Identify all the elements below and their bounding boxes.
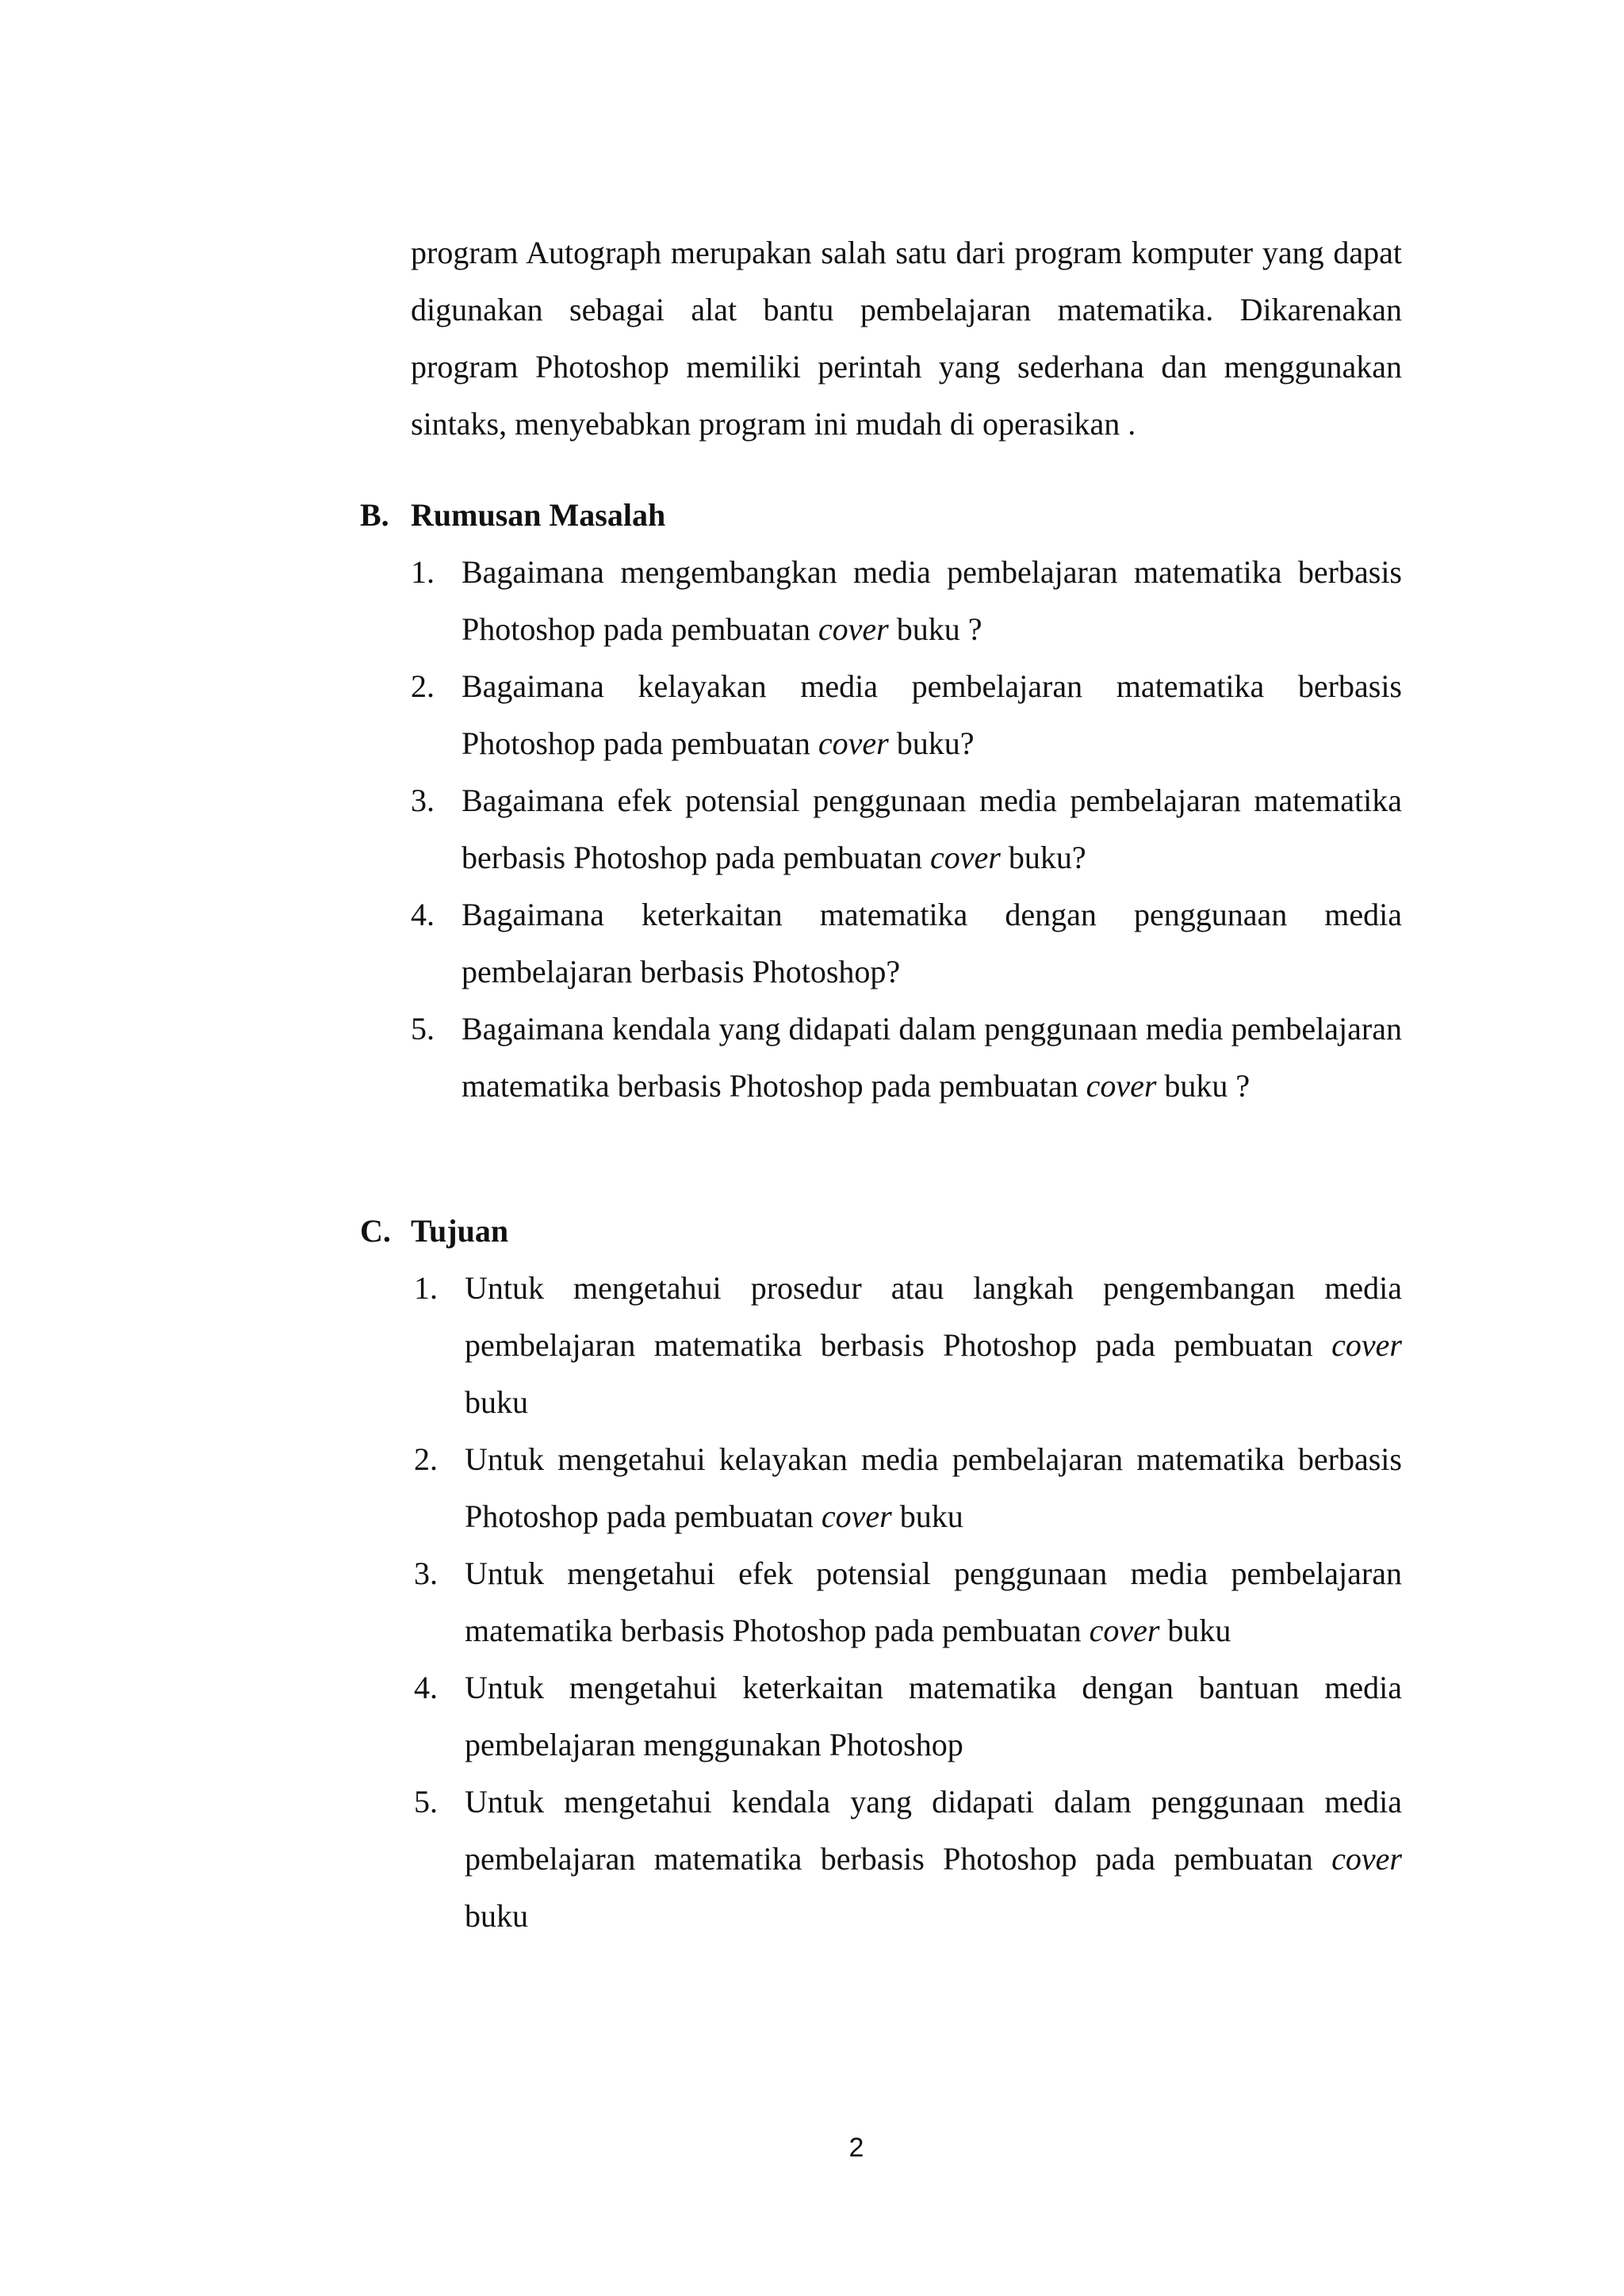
item-text-end: buku xyxy=(465,1384,528,1420)
list-item xyxy=(360,772,1402,886)
section-letter: B. xyxy=(360,497,389,533)
item-text: Untuk mengetahui keterkaitan matematika dengan bantuan media pembelajaran menggunakan Photoshop xyxy=(465,1670,1402,1762)
item-italic: cover xyxy=(821,1498,892,1534)
list-item xyxy=(360,1260,1402,1431)
intro-paragraph: program Autograph merupakan salah satu dari program komputer yang dapat digunakan sebagai alat bantu pembelajaran matematika. Dikarenakan program Photoshop memiliki perintah yang sederhana dan menggunakan sintaks, menyebabkan program ini mudah di operasikan . xyxy=(411,235,1402,442)
item-number: 5. xyxy=(414,1784,438,1820)
item-text: Untuk mengetahui prosedur atau langkah pengembangan media pembelajaran matematika berbasis Photoshop pada pembuatan xyxy=(465,1270,1402,1363)
item-number: 4. xyxy=(414,1670,438,1705)
item-text: Bagaimana keterkaitan matematika dengan penggunaan media pembelajaran berbasis Photoshop? xyxy=(462,897,1402,989)
item-text: Untuk mengetahui efek potensial penggunaan media pembelajaran matematika berbasis Photoshop pada pembuatan xyxy=(465,1556,1402,1648)
list-item xyxy=(360,1431,1402,1545)
item-text: Bagaimana kelayakan media pembelajaran matematika berbasis Photoshop pada pembuatan xyxy=(462,668,1402,761)
section-rumusan-masalah xyxy=(360,487,1402,1115)
item-text-end: buku xyxy=(891,1498,963,1534)
list-item xyxy=(360,1774,1402,1945)
section-tujuan xyxy=(360,1203,1402,1945)
item-italic: cover xyxy=(818,725,889,761)
item-number: 2. xyxy=(411,668,435,704)
item-text: Untuk mengetahui kendala yang didapati dalam penggunaan media pembelajaran matematika berbasis Photoshop pada pembuatan xyxy=(465,1784,1402,1877)
section-title: Tujuan xyxy=(411,1213,509,1249)
item-number: 4. xyxy=(411,897,435,932)
item-text-end: buku? xyxy=(1000,840,1086,875)
list-item xyxy=(360,1545,1402,1659)
item-text-end: buku xyxy=(1159,1613,1231,1648)
list-item xyxy=(360,658,1402,772)
list-item xyxy=(360,1659,1402,1774)
item-italic: cover xyxy=(1331,1327,1402,1363)
item-text-end: buku? xyxy=(888,725,975,761)
page-number: 2 xyxy=(848,2133,864,2163)
item-italic: cover xyxy=(818,611,889,647)
item-italic: cover xyxy=(1089,1613,1160,1648)
item-number: 2. xyxy=(414,1441,438,1477)
list-item xyxy=(360,1001,1402,1115)
item-number: 1. xyxy=(411,554,435,590)
section-title: Rumusan Masalah xyxy=(411,497,666,533)
list-item xyxy=(360,886,1402,1001)
item-number: 1. xyxy=(414,1270,438,1306)
item-italic: cover xyxy=(930,840,1001,875)
item-text: Bagaimana kendala yang didapati dalam penggunaan media pembelajaran matematika berbasis Photoshop pada pembuatan xyxy=(462,1011,1402,1104)
section-heading xyxy=(360,487,1402,544)
item-number: 3. xyxy=(411,783,435,818)
item-text: Bagaimana efek potensial penggunaan media pembelajaran matematika berbasis Photoshop pada pembuatan xyxy=(462,783,1402,875)
item-italic: cover xyxy=(1331,1841,1402,1877)
list-item xyxy=(360,544,1402,658)
item-number: 3. xyxy=(414,1556,438,1591)
item-text-end: buku ? xyxy=(888,611,982,647)
tujuan-list xyxy=(360,1260,1402,1945)
item-number: 5. xyxy=(411,1011,435,1047)
item-text-end: buku ? xyxy=(1156,1068,1251,1104)
item-text-end: buku xyxy=(465,1898,528,1934)
section-letter: C. xyxy=(360,1213,391,1249)
item-italic: cover xyxy=(1086,1068,1157,1104)
section-heading xyxy=(360,1203,1402,1260)
item-text: Untuk mengetahui kelayakan media pembelajaran matematika berbasis Photoshop pada pembuatan xyxy=(465,1441,1402,1534)
rumusan-list xyxy=(360,544,1402,1115)
item-text: Bagaimana mengembangkan media pembelajaran matematika berbasis Photoshop pada pembuatan xyxy=(462,554,1402,647)
